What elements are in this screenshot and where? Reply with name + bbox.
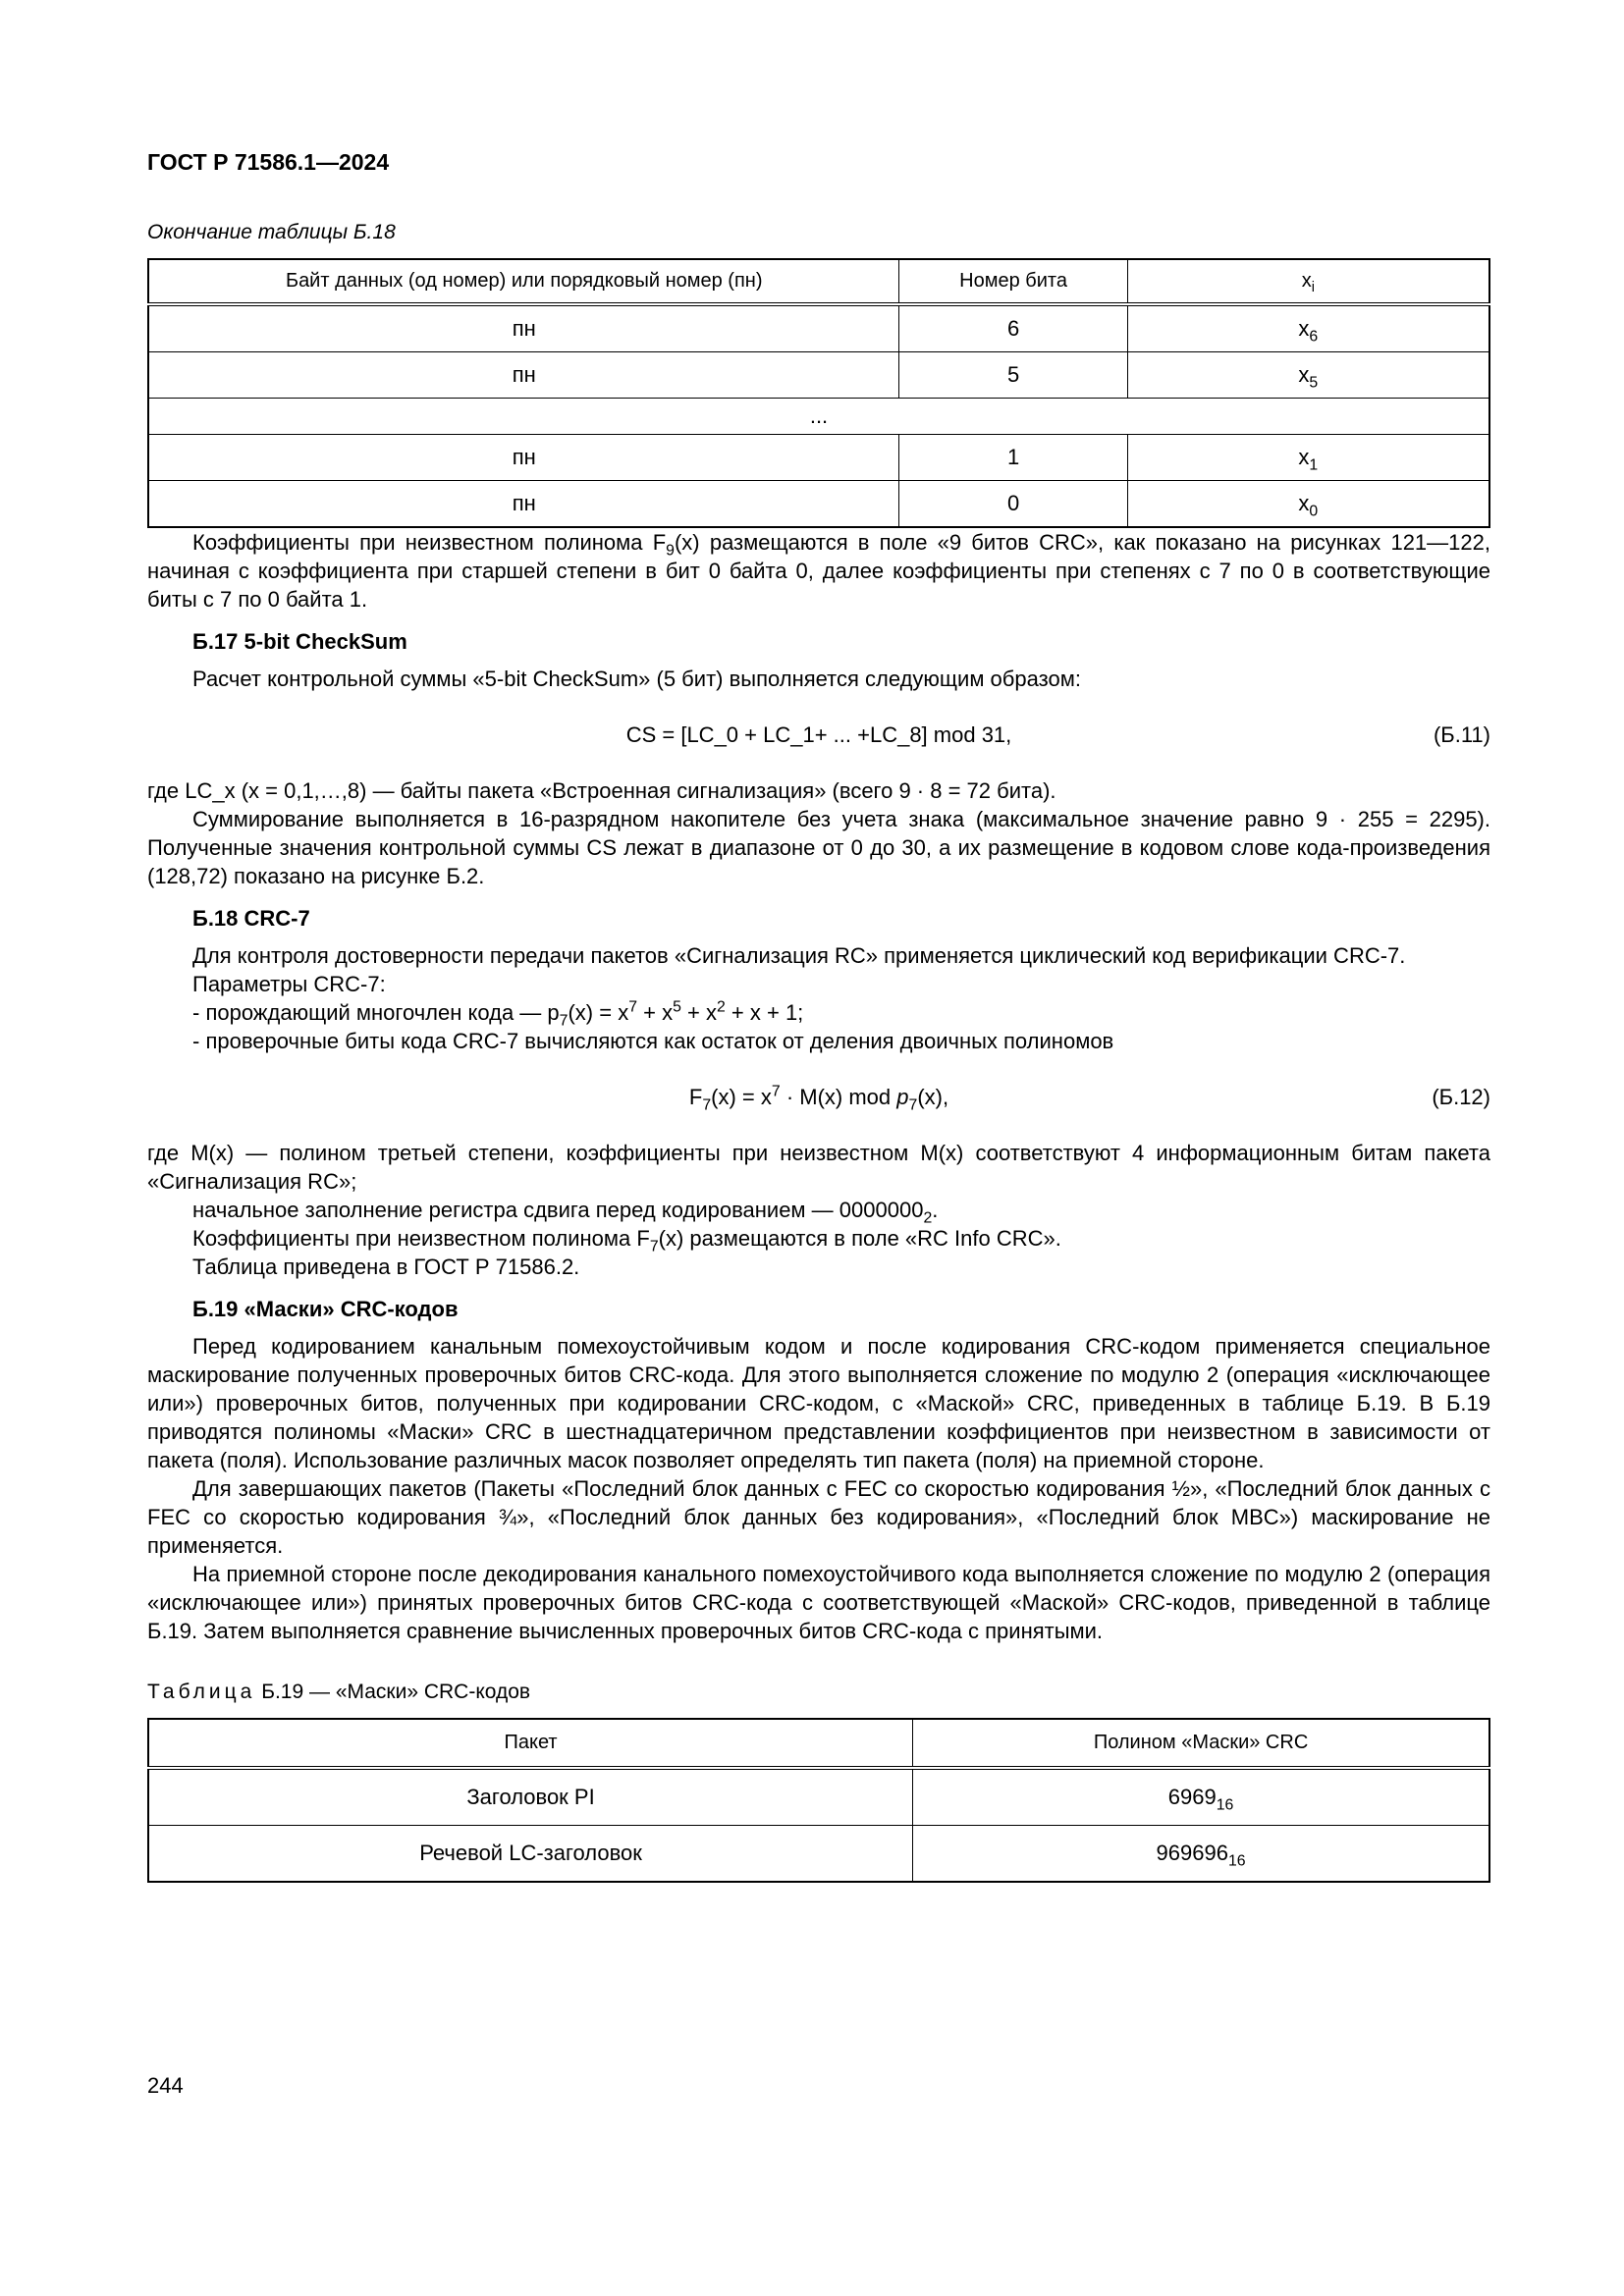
table-b18 [147,258,1490,528]
table-cell: пн [148,435,899,481]
table-b18-continuation-caption: Окончание таблицы Б.18 [147,221,396,243]
table-header-cell-packet: Пакет [148,1719,913,1768]
formula-number: (Б.12) [1432,1085,1490,1109]
table-row [148,352,1489,399]
table-cell: пн [148,352,899,399]
page-number: 244 [147,2073,184,2098]
formula-number: (Б.11) [1433,722,1490,747]
section-title-b17: Б.17 5-bit CheckSum [192,629,407,654]
table-header-cell-xi: $x_i$ [1127,259,1489,304]
table-caption-text: Б.19 — «Маски» CRC-кодов [261,1681,531,1703]
table-cell: 5 [899,352,1127,399]
paragraph: где M(x) — полином третьей степени, коэффициенты при неизвестном M(x) соответствуют 4 информационным битам пакета «Сигнализация RC»; [147,1141,1490,1194]
table-caption-label: Таблица [147,1681,256,1703]
paragraph: Перед кодированием канальным помехоустойчивым кодом и после кодирования CRC-кодом применяется специальное маскирование полученных проверочных битов CRC-кода. Для этого выполняется сложение по модулю 2 (операция «исключающее или») проверочных битов, полученных при кодировании CRC-кодом, с «Маской» CRC, приведенных в таблице Б.19. В Б.19 приводятся полиномы «Маски» CRC в шестнадцатеричном представлении коэффициентов при неизвестном в зависимости от пакета (поля). Использование различных масок позволяет определять тип пакета (поля) на приемной стороне. [147,1334,1490,1472]
table-cell: Заголовок PI [148,1768,913,1826]
table-cell: $x_1$ [1127,435,1489,481]
table-cell: $x_0$ [1127,481,1489,528]
paragraph: Для контроля достоверности передачи пакетов «Сигнализация RC» применяется циклический код верификации CRC-7. [192,943,1406,968]
table-row [148,1826,1489,1883]
paragraph: Таблица приведена в ГОСТ Р 71586.2. [192,1255,580,1279]
table-header-cell-mask-polynomial: Полином «Маски» CRC [913,1719,1489,1768]
table-row [148,304,1489,352]
table-cell: пн [148,304,899,352]
table-header-row [148,1719,1489,1768]
table-cell: Речевой LC-заголовок [148,1826,913,1883]
page-content [147,149,1490,1883]
table-b19 [147,1718,1490,1883]
formula-b12 [147,1083,1490,1114]
paragraph: Расчет контрольной суммы «5-bit CheckSum» (5 бит) выполняется следующим образом: [192,667,1081,691]
table-cell: 1 [899,435,1127,481]
paragraph: Для завершающих пакетов (Пакеты «Последний блок данных с FEC со скоростью кодирования ½», «Последний блок данных с FEC со скоростью кодирования ¾», «Последний блок данных без кодирования», «Последний блок MBC») маскирование не применяется. [147,1476,1490,1558]
paragraph: Параметры CRC-7: [192,972,386,996]
formula-text: $F_7(x) = x^7 \cdot M(x)$ mod $p_7(x)$, [688,1083,949,1114]
formula-b11 [147,721,1490,749]
table-row [148,435,1489,481]
table-header-row [148,259,1489,304]
table-cell: пн [148,481,899,528]
table-b19-caption [147,1681,1490,1704]
running-header: ГОСТ Р 71586.1—2024 [147,149,390,175]
paragraph: Коэффициенты при неизвестном полинома $F_7(x)$ размещаются в поле «RC Info CRC». [192,1226,1061,1255]
table-row [148,481,1489,528]
paragraph: - порождающий многочлен кода — $p_7(x) = x^7 + x^5 + x^2 + x + 1$; [192,998,804,1030]
section-title-b18: Б.18 CRC-7 [192,906,310,931]
paragraph: Суммирование выполняется в 16-разрядном накопителе без учета знака (максимальное значение равно 9 · 255 = 2295). Полученные значения контрольной суммы CS лежат в диапазоне от 0 до 30, а их размещение в кодовом слове кода-произведения (128,72) показано на рисунке Б.2. [147,807,1490,888]
section-title-b19: Б.19 «Маски» CRC-кодов [192,1297,459,1321]
table-cell: 0 [899,481,1127,528]
table-cell: $969696_{16}$ [913,1826,1489,1883]
table-cell: $x_5$ [1127,352,1489,399]
formula-text: CS = [LC_0 + LC_1+ ... +LC_8] mod 31, [625,722,1012,747]
table-row [148,1768,1489,1826]
table-header-cell-bit-number: Номер бита [899,259,1127,304]
paragraph: На приемной стороне после декодирования канального помехоустойчивого кода выполняется сложение по модулю 2 (операция «исключающее или») принятых проверочных битов CRC-кода с соответствующей «Маской» CRC-кодов, приведенной в таблице Б.19. Затем выполняется сравнение вычисленных проверочных битов CRC-кода с принятыми. [147,1562,1490,1643]
paragraph: Коэффициенты при неизвестном полинома $F_9(x)$ размещаются в поле «9 битов CRC», как показано на рисунках 121—122, начиная с коэффициента при старшей степени в бит 0 байта 0, далее коэффициенты при степенях с 7 по 0 в соответствующие биты с 7 по 0 байта 1. [147,530,1490,612]
table-header-cell-byte: Байт данных (од номер) или порядковый номер (пн) [148,259,899,304]
table-cell-ellipsis: ... [148,399,1489,435]
paragraph: - проверочные биты кода CRC-7 вычисляются как остаток от деления двоичных полиномов [192,1029,1114,1053]
table-cell: 6 [899,304,1127,352]
paragraph: начальное заполнение регистра сдвига перед кодированием — $0000000_2$. [192,1198,939,1227]
paragraph: где LC_x (x = 0,1,…,8) — байты пакета «Встроенная сигнализация» (всего 9 · 8 = 72 бита). [147,778,1056,803]
table-row-ellipsis [148,399,1489,435]
table-cell: $x_6$ [1127,304,1489,352]
table-cell: $6969_{16}$ [913,1768,1489,1826]
